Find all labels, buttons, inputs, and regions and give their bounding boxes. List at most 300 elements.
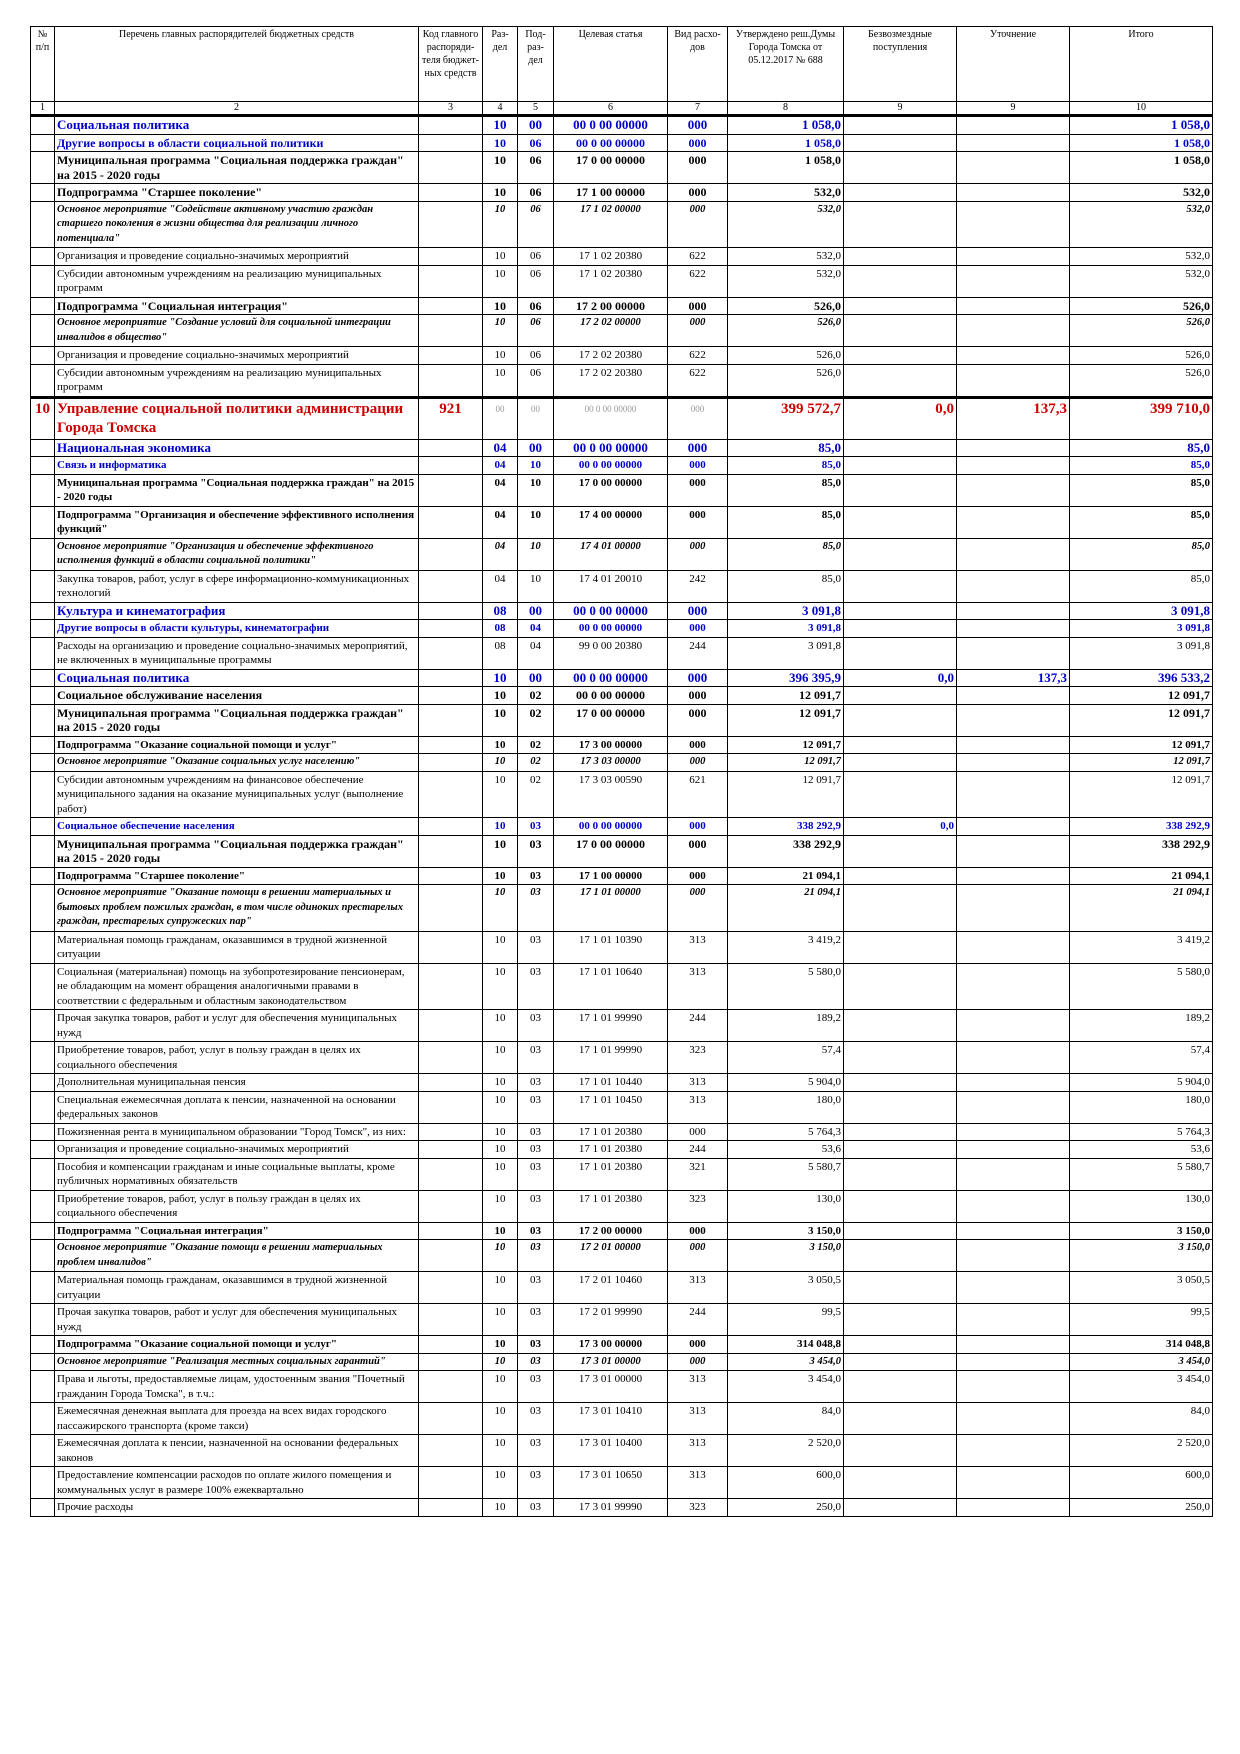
row-target-article: 17 1 01 99990 — [554, 1010, 668, 1042]
row-total: 1 058,0 — [1070, 116, 1213, 135]
row-target-article: 17 1 01 99990 — [554, 1042, 668, 1074]
row-expense-type: 622 — [668, 364, 728, 397]
row-approved: 12 091,7 — [728, 736, 844, 754]
row-grants — [844, 1240, 957, 1272]
table-body — [31, 116, 1213, 1517]
row-expense-type: 313 — [668, 1403, 728, 1435]
column-number: 2 — [55, 102, 419, 116]
row-podrazdel: 04 — [518, 637, 554, 669]
row-total: 85,0 — [1070, 457, 1213, 475]
row-grants — [844, 474, 957, 506]
row-code — [419, 1435, 483, 1467]
row-total: 130,0 — [1070, 1190, 1213, 1222]
row-name: Социальная (материальная) помощь на зубопротезирование пенсионерам, не обладающим на момент обращения аналогичными правами в соответствии с федеральным и областным законодательством — [55, 963, 419, 1010]
row-code — [419, 736, 483, 754]
row-target-article: 17 3 03 00590 — [554, 771, 668, 818]
row-razdel: 10 — [483, 347, 518, 365]
row-clarification — [957, 570, 1070, 602]
row-number — [31, 474, 55, 506]
row-target-article: 17 3 01 99990 — [554, 1499, 668, 1517]
row-approved: 532,0 — [728, 184, 844, 202]
row-number — [31, 818, 55, 836]
row-razdel: 04 — [483, 457, 518, 475]
row-total: 189,2 — [1070, 1010, 1213, 1042]
table-row — [31, 538, 1213, 570]
row-approved: 5 580,7 — [728, 1158, 844, 1190]
table-row — [31, 637, 1213, 669]
row-total: 85,0 — [1070, 474, 1213, 506]
row-clarification — [957, 116, 1070, 135]
row-expense-type: 000 — [668, 297, 728, 315]
row-approved: 5 904,0 — [728, 1074, 844, 1092]
row-podrazdel: 03 — [518, 1336, 554, 1354]
row-name: Социальная политика — [55, 116, 419, 135]
row-podrazdel: 06 — [518, 364, 554, 397]
row-clarification — [957, 347, 1070, 365]
row-razdel: 08 — [483, 602, 518, 620]
row-approved: 21 094,1 — [728, 867, 844, 885]
row-grants — [844, 931, 957, 963]
row-number — [31, 184, 55, 202]
row-code — [419, 1336, 483, 1354]
row-podrazdel: 06 — [518, 184, 554, 202]
row-razdel: 04 — [483, 570, 518, 602]
row-total: 21 094,1 — [1070, 885, 1213, 932]
row-name: Основное мероприятие "Организация и обеспечение эффективного исполнения функций в области социальной политики" — [55, 538, 419, 570]
row-grants — [844, 364, 957, 397]
row-grants — [844, 963, 957, 1010]
row-expense-type: 000 — [668, 1222, 728, 1240]
table-row — [31, 1304, 1213, 1336]
row-number — [31, 265, 55, 297]
row-target-article: 17 1 02 20380 — [554, 265, 668, 297]
table-row — [31, 602, 1213, 620]
row-clarification — [957, 134, 1070, 152]
row-target-article: 17 3 03 00000 — [554, 754, 668, 772]
row-target-article: 17 1 01 00000 — [554, 885, 668, 932]
row-clarification: 137,3 — [957, 397, 1070, 439]
row-name: Муниципальная программа "Социальная поддержка граждан" на 2015 - 2020 годы — [55, 835, 419, 867]
row-razdel: 10 — [483, 754, 518, 772]
row-expense-type: 313 — [668, 1467, 728, 1499]
row-code — [419, 1403, 483, 1435]
header-number: № п/п — [31, 27, 55, 102]
row-code — [419, 347, 483, 365]
row-approved: 396 395,9 — [728, 669, 844, 687]
row-grants — [844, 201, 957, 248]
row-podrazdel: 03 — [518, 835, 554, 867]
row-clarification — [957, 152, 1070, 184]
row-grants — [844, 736, 957, 754]
table-row — [31, 315, 1213, 347]
row-podrazdel: 03 — [518, 1010, 554, 1042]
row-total: 85,0 — [1070, 439, 1213, 457]
row-expense-type: 000 — [668, 457, 728, 475]
row-podrazdel: 06 — [518, 248, 554, 266]
row-total: 3 150,0 — [1070, 1222, 1213, 1240]
row-razdel: 10 — [483, 1353, 518, 1371]
row-name: Предоставление компенсации расходов по оплате жилого помещения и коммунальных услуг в размере 100% ежеквартально — [55, 1467, 419, 1499]
row-clarification — [957, 297, 1070, 315]
row-approved: 3 091,8 — [728, 602, 844, 620]
row-total: 3 454,0 — [1070, 1371, 1213, 1403]
row-clarification — [957, 818, 1070, 836]
row-podrazdel: 03 — [518, 1158, 554, 1190]
row-grants — [844, 315, 957, 347]
row-target-article: 17 2 02 00000 — [554, 315, 668, 347]
row-grants — [844, 1074, 957, 1092]
table-row — [31, 736, 1213, 754]
row-razdel: 10 — [483, 1091, 518, 1123]
row-code — [419, 1074, 483, 1092]
row-total: 532,0 — [1070, 184, 1213, 202]
row-approved: 1 058,0 — [728, 152, 844, 184]
row-name: Основное мероприятие "Оказание социальных услуг населению" — [55, 754, 419, 772]
row-expense-type: 000 — [668, 885, 728, 932]
row-grants — [844, 1304, 957, 1336]
row-grants — [844, 602, 957, 620]
column-number: 8 — [728, 102, 844, 116]
column-number: 5 — [518, 102, 554, 116]
row-expense-type: 000 — [668, 736, 728, 754]
table-row — [31, 1074, 1213, 1092]
header-clarification: Уточнение — [957, 27, 1070, 102]
row-expense-type: 313 — [668, 963, 728, 1010]
row-clarification — [957, 736, 1070, 754]
row-total: 12 091,7 — [1070, 687, 1213, 705]
row-total: 3 091,8 — [1070, 602, 1213, 620]
table-row — [31, 1272, 1213, 1304]
row-clarification — [957, 687, 1070, 705]
row-total: 99,5 — [1070, 1304, 1213, 1336]
row-target-article: 17 1 00 00000 — [554, 184, 668, 202]
row-podrazdel: 03 — [518, 1499, 554, 1517]
row-target-article: 17 1 01 20380 — [554, 1158, 668, 1190]
row-target-article: 17 2 01 00000 — [554, 1240, 668, 1272]
column-number-row — [31, 102, 1213, 116]
row-number — [31, 687, 55, 705]
row-name: Подпрограмма "Старшее поколение" — [55, 184, 419, 202]
row-expense-type: 313 — [668, 1435, 728, 1467]
row-code — [419, 669, 483, 687]
row-expense-type: 313 — [668, 931, 728, 963]
table-row — [31, 1435, 1213, 1467]
row-name: Пожизненная рента в муниципальном образовании "Город Томск", из них: — [55, 1123, 419, 1141]
row-grants — [844, 134, 957, 152]
row-podrazdel: 03 — [518, 1403, 554, 1435]
row-clarification — [957, 931, 1070, 963]
row-approved: 3 454,0 — [728, 1371, 844, 1403]
row-podrazdel: 03 — [518, 867, 554, 885]
table-row — [31, 265, 1213, 297]
row-number — [31, 1010, 55, 1042]
row-razdel: 10 — [483, 1336, 518, 1354]
row-total: 2 520,0 — [1070, 1435, 1213, 1467]
row-razdel: 04 — [483, 538, 518, 570]
row-total: 5 580,7 — [1070, 1158, 1213, 1190]
row-approved: 130,0 — [728, 1190, 844, 1222]
row-target-article: 00 0 00 00000 — [554, 397, 668, 439]
row-approved: 532,0 — [728, 265, 844, 297]
row-name: Субсидии автономным учреждениям на реализацию муниципальных программ — [55, 364, 419, 397]
row-number — [31, 457, 55, 475]
row-approved: 57,4 — [728, 1042, 844, 1074]
row-name: Субсидии автономным учреждениям на финансовое обеспечение муниципального задания на оказание муниципальных услуг (выполнение работ) — [55, 771, 419, 818]
row-target-article: 17 1 02 00000 — [554, 201, 668, 248]
table-row — [31, 963, 1213, 1010]
row-grants — [844, 1091, 957, 1123]
row-total: 532,0 — [1070, 265, 1213, 297]
row-code — [419, 1158, 483, 1190]
row-code — [419, 754, 483, 772]
row-total: 53,6 — [1070, 1141, 1213, 1159]
row-expense-type: 000 — [668, 669, 728, 687]
row-code — [419, 315, 483, 347]
row-approved: 1 058,0 — [728, 134, 844, 152]
row-approved: 526,0 — [728, 297, 844, 315]
table-row — [31, 754, 1213, 772]
row-code — [419, 1141, 483, 1159]
row-expense-type: 313 — [668, 1074, 728, 1092]
row-code — [419, 867, 483, 885]
row-grants — [844, 620, 957, 638]
row-approved: 5 580,0 — [728, 963, 844, 1010]
row-number — [31, 867, 55, 885]
row-code — [419, 602, 483, 620]
row-clarification — [957, 265, 1070, 297]
row-code — [419, 1240, 483, 1272]
row-razdel: 10 — [483, 963, 518, 1010]
row-grants — [844, 347, 957, 365]
row-target-article: 17 1 01 10640 — [554, 963, 668, 1010]
row-expense-type: 000 — [668, 1336, 728, 1354]
row-razdel: 10 — [483, 201, 518, 248]
row-approved: 526,0 — [728, 315, 844, 347]
row-code — [419, 771, 483, 818]
row-clarification — [957, 457, 1070, 475]
row-podrazdel: 10 — [518, 570, 554, 602]
row-name: Ежемесячная денежная выплата для проезда на всех видах городского пассажирского транспорта (кроме такси) — [55, 1403, 419, 1435]
table-row — [31, 1190, 1213, 1222]
table-row — [31, 1371, 1213, 1403]
row-code — [419, 248, 483, 266]
table-row — [31, 152, 1213, 184]
row-expense-type: 621 — [668, 771, 728, 818]
row-clarification — [957, 1190, 1070, 1222]
row-expense-type: 000 — [668, 134, 728, 152]
row-approved: 526,0 — [728, 364, 844, 397]
row-name: Подпрограмма "Оказание социальной помощи и услуг" — [55, 736, 419, 754]
row-total: 526,0 — [1070, 297, 1213, 315]
header-razdel: Раз-дел — [483, 27, 518, 102]
row-grants — [844, 867, 957, 885]
row-approved: 532,0 — [728, 248, 844, 266]
table-row — [31, 1467, 1213, 1499]
column-number: 7 — [668, 102, 728, 116]
row-podrazdel: 03 — [518, 1042, 554, 1074]
row-podrazdel: 03 — [518, 1074, 554, 1092]
row-code — [419, 457, 483, 475]
row-target-article: 00 0 00 00000 — [554, 620, 668, 638]
row-expense-type: 244 — [668, 1010, 728, 1042]
row-razdel: 10 — [483, 1141, 518, 1159]
row-expense-type: 000 — [668, 754, 728, 772]
table-row — [31, 867, 1213, 885]
row-number — [31, 134, 55, 152]
table-row — [31, 771, 1213, 818]
row-number — [31, 1240, 55, 1272]
row-name: Подпрограмма "Организация и обеспечение эффективного исполнения функций" — [55, 506, 419, 538]
row-number — [31, 1467, 55, 1499]
row-razdel: 10 — [483, 1240, 518, 1272]
row-number — [31, 736, 55, 754]
row-podrazdel: 03 — [518, 1272, 554, 1304]
row-approved: 85,0 — [728, 506, 844, 538]
row-target-article: 00 0 00 00000 — [554, 116, 668, 135]
row-expense-type: 000 — [668, 835, 728, 867]
row-podrazdel: 04 — [518, 620, 554, 638]
row-target-article: 00 0 00 00000 — [554, 457, 668, 475]
row-total: 396 533,2 — [1070, 669, 1213, 687]
row-target-article: 17 0 00 00000 — [554, 704, 668, 736]
row-name: Культура и кинематография — [55, 602, 419, 620]
row-grants — [844, 637, 957, 669]
row-razdel: 10 — [483, 818, 518, 836]
row-target-article: 17 3 00 00000 — [554, 736, 668, 754]
row-clarification — [957, 1141, 1070, 1159]
row-approved: 84,0 — [728, 1403, 844, 1435]
row-expense-type: 323 — [668, 1190, 728, 1222]
row-code — [419, 687, 483, 705]
row-razdel: 10 — [483, 1371, 518, 1403]
row-total: 85,0 — [1070, 506, 1213, 538]
row-razdel: 00 — [483, 397, 518, 439]
row-name: Дополнительная муниципальная пенсия — [55, 1074, 419, 1092]
row-code — [419, 1091, 483, 1123]
row-razdel: 10 — [483, 152, 518, 184]
row-total: 3 419,2 — [1070, 931, 1213, 963]
row-target-article: 17 4 01 20010 — [554, 570, 668, 602]
row-podrazdel: 06 — [518, 347, 554, 365]
row-code — [419, 1190, 483, 1222]
row-razdel: 10 — [483, 248, 518, 266]
row-total: 57,4 — [1070, 1042, 1213, 1074]
row-grants — [844, 457, 957, 475]
row-name: Муниципальная программа "Социальная поддержка граждан" на 2015 - 2020 годы — [55, 474, 419, 506]
row-clarification — [957, 835, 1070, 867]
row-grants — [844, 687, 957, 705]
row-name: Прочая закупка товаров, работ и услуг для обеспечения муниципальных нужд — [55, 1010, 419, 1042]
row-total: 85,0 — [1070, 570, 1213, 602]
row-code — [419, 1042, 483, 1074]
row-approved: 338 292,9 — [728, 818, 844, 836]
row-podrazdel: 06 — [518, 152, 554, 184]
row-expense-type: 313 — [668, 1371, 728, 1403]
row-approved: 12 091,7 — [728, 754, 844, 772]
row-grants — [844, 754, 957, 772]
row-razdel: 04 — [483, 506, 518, 538]
row-target-article: 17 1 01 20380 — [554, 1190, 668, 1222]
row-clarification — [957, 1353, 1070, 1371]
row-code — [419, 184, 483, 202]
row-approved: 532,0 — [728, 201, 844, 248]
row-target-article: 17 3 01 10400 — [554, 1435, 668, 1467]
row-code — [419, 439, 483, 457]
row-expense-type: 242 — [668, 570, 728, 602]
row-number — [31, 1371, 55, 1403]
row-code — [419, 931, 483, 963]
row-grants — [844, 835, 957, 867]
row-podrazdel: 00 — [518, 602, 554, 620]
row-number — [31, 1272, 55, 1304]
row-number — [31, 1435, 55, 1467]
row-approved: 180,0 — [728, 1091, 844, 1123]
row-clarification — [957, 315, 1070, 347]
row-grants — [844, 1371, 957, 1403]
row-expense-type: 000 — [668, 1353, 728, 1371]
row-number — [31, 201, 55, 248]
row-razdel: 10 — [483, 835, 518, 867]
row-target-article: 17 2 02 20380 — [554, 347, 668, 365]
row-code — [419, 1499, 483, 1517]
row-razdel: 10 — [483, 1074, 518, 1092]
column-number: 6 — [554, 102, 668, 116]
column-number: 1 — [31, 102, 55, 116]
row-name: Социальная политика — [55, 669, 419, 687]
row-clarification — [957, 1467, 1070, 1499]
row-code — [419, 818, 483, 836]
row-target-article: 17 1 00 00000 — [554, 867, 668, 885]
row-razdel: 10 — [483, 736, 518, 754]
row-razdel: 10 — [483, 931, 518, 963]
row-name: Материальная помощь гражданам, оказавшимся в трудной жизненной ситуации — [55, 931, 419, 963]
row-target-article: 17 2 01 99990 — [554, 1304, 668, 1336]
column-number: 3 — [419, 102, 483, 116]
row-name: Социальное обеспечение населения — [55, 818, 419, 836]
row-approved: 338 292,9 — [728, 835, 844, 867]
row-grants — [844, 439, 957, 457]
row-total: 3 091,8 — [1070, 637, 1213, 669]
row-podrazdel: 02 — [518, 736, 554, 754]
row-clarification — [957, 1240, 1070, 1272]
row-code: 921 — [419, 397, 483, 439]
row-code — [419, 152, 483, 184]
row-target-article: 17 1 01 20380 — [554, 1141, 668, 1159]
row-name: Муниципальная программа "Социальная поддержка граждан" на 2015 - 2020 годы — [55, 704, 419, 736]
row-approved: 12 091,7 — [728, 704, 844, 736]
table-row — [31, 1010, 1213, 1042]
row-number — [31, 364, 55, 397]
row-approved: 1 058,0 — [728, 116, 844, 135]
table-row — [31, 1403, 1213, 1435]
row-clarification — [957, 184, 1070, 202]
row-grants — [844, 116, 957, 135]
row-number — [31, 1091, 55, 1123]
row-grants — [844, 885, 957, 932]
row-approved: 2 520,0 — [728, 1435, 844, 1467]
row-expense-type: 000 — [668, 620, 728, 638]
row-razdel: 10 — [483, 771, 518, 818]
row-clarification — [957, 754, 1070, 772]
row-razdel: 10 — [483, 1042, 518, 1074]
row-total: 3 454,0 — [1070, 1353, 1213, 1371]
row-number — [31, 297, 55, 315]
row-grants — [844, 1123, 957, 1141]
row-approved: 314 048,8 — [728, 1336, 844, 1354]
row-approved: 85,0 — [728, 538, 844, 570]
row-clarification — [957, 867, 1070, 885]
row-expense-type: 000 — [668, 201, 728, 248]
